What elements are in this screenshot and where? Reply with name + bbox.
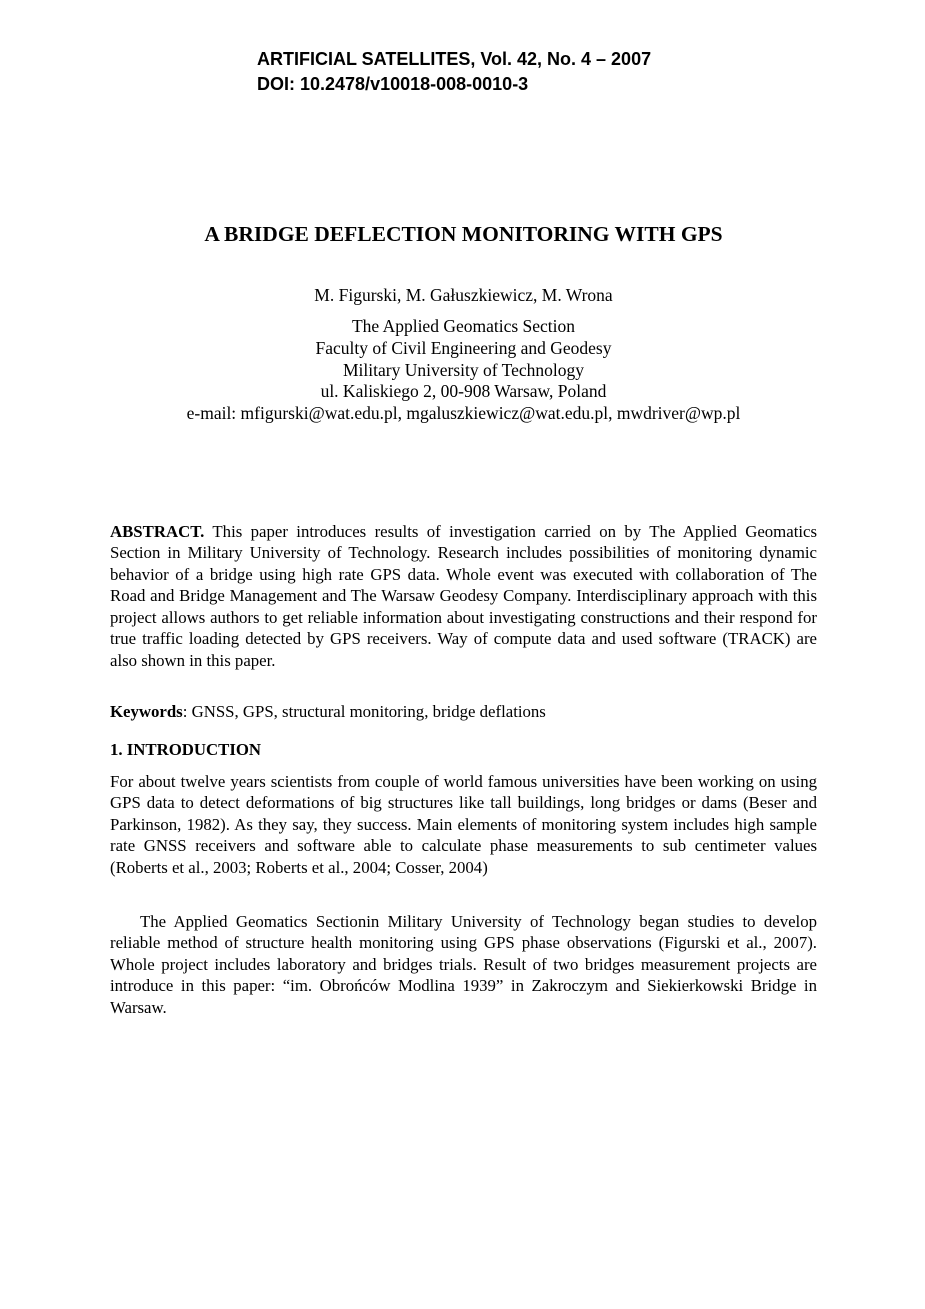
keywords-line <box>110 701 817 722</box>
paper-title: A BRIDGE DEFLECTION MONITORING WITH GPS <box>204 222 723 247</box>
introduction-paragraph-1: For about twelve years scientists from couple of world famous universities have been working on using GPS data to detect deformations of big structures like tall buildings, long bridges or dams (Beser and Parkinson, 1982). As they say, they success. Main elements of monitoring system includes high sample rate GNSS receivers and software able to calculate phase measurements to sub centimeter values (Roberts et al., 2003; Roberts et al., 2004; Cosser, 2004) <box>110 772 817 877</box>
affiliation-line: The Applied Geomatics Section <box>351 316 576 336</box>
affiliation-line: ul. Kaliskiego 2, 00-908 Warsaw, Poland <box>320 381 607 402</box>
abstract-label: ABSTRACT. <box>110 522 205 541</box>
abstract-paragraph <box>110 521 817 671</box>
authors-line: M. Figurski, M. Gałuszkiewicz, M. Wrona <box>314 285 613 305</box>
keywords-label: Keywords <box>110 702 183 721</box>
affiliation-block <box>110 316 817 425</box>
introduction-paragraph-2: The Applied Geomatics Sectionin Military University of Technology began studies to develop reliable method of structure health monitoring using GPS phase observations (Figurski et al., 2007). Whole project includes laboratory and bridges trials. Result of two bridges measurement projects are introduce in this paper: “im. Obrońców Modlina 1939” in Zakroczym and Siekierkowski Bridge in Warsaw. <box>110 912 817 1017</box>
journal-header <box>257 47 651 97</box>
affiliation-line: Military University of Technology <box>343 359 584 380</box>
doi-line: DOI: 10.2478/v10018-008-0010-3 <box>257 74 529 94</box>
section-heading-introduction: 1. INTRODUCTION <box>110 740 262 759</box>
keywords-text: : GNSS, GPS, structural monitoring, bridge deflations <box>182 702 546 721</box>
affiliation-line: Faculty of Civil Engineering and Geodesy <box>315 337 612 358</box>
affiliation-email-line: e-mail: mfigurski@wat.edu.pl, mgaluszkiewicz@wat.edu.pl, mwdriver@wp.pl <box>186 403 741 424</box>
abstract-text: This paper introduces results of investigation carried on by The Applied Geomatics Section in Military University of Technology. Research includes possibilities of monitoring dynamic behavior of a bridge using high rate GPS data. Whole event was executed with collaboration of The Road and Bridge Management and The Warsaw Geodesy Company. Interdisciplinary approach with this project allows authors to get reliable information about investigating constructions and their respond for true traffic loading detected by GPS receivers. Way of compute data and used software (TRACK) are also shown in this paper. <box>110 522 817 670</box>
journal-title-line: ARTIFICIAL SATELLITES, Vol. 42, No. 4 – 2007 <box>257 49 652 69</box>
